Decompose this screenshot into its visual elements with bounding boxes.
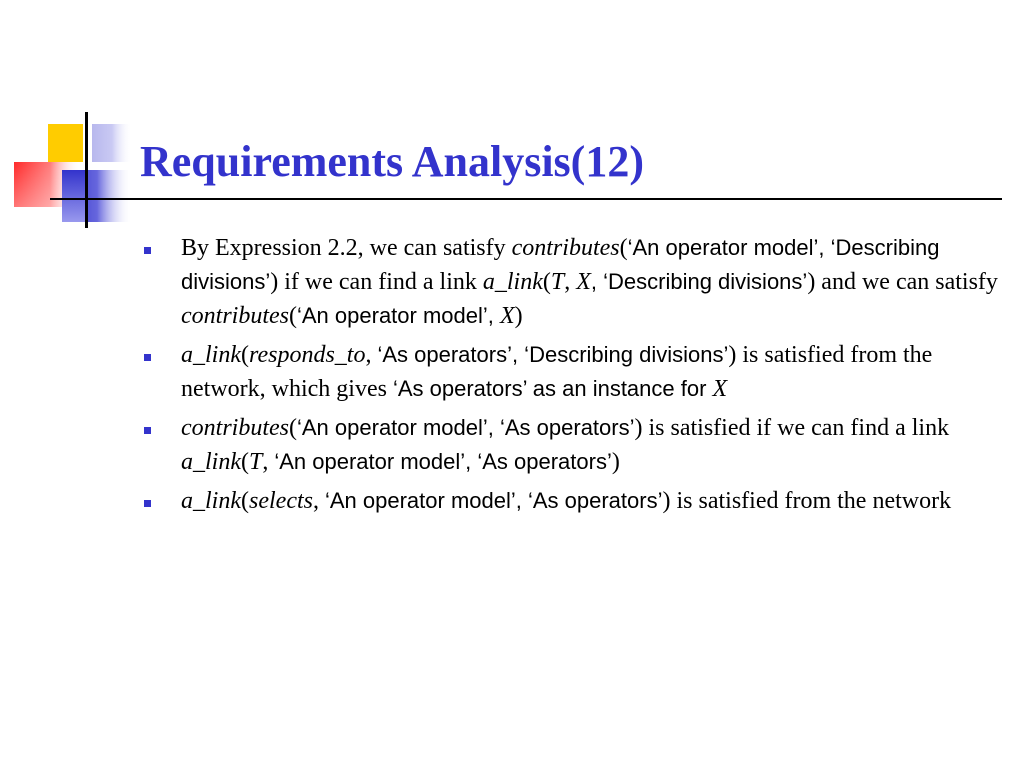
bullet-text-segment: ,: [365, 342, 378, 368]
bullet-text-segment: contributes: [181, 415, 289, 441]
bullet-text-segment: ) is satisfied from the network: [662, 488, 952, 514]
bullet-text-segment: a_link: [181, 342, 241, 368]
bullet-text-segment: X: [712, 376, 728, 402]
bullet-text-segment: (: [241, 488, 249, 514]
bullet-text-segment: contributes: [181, 303, 289, 329]
bullet-text-segment: (: [241, 449, 249, 475]
logo-blue-square: [62, 170, 88, 222]
title-divider: [50, 198, 1002, 200]
bullet-text-segment: a_link: [482, 269, 543, 295]
bullet-text-segment: ‘An operator model’, ‘As operators’: [274, 449, 612, 474]
bullet-marker-icon: [144, 500, 151, 507]
bullet-text-segment: ‘An operator model’, ‘As operators’: [324, 488, 663, 513]
bullet-text-segment: X: [576, 269, 591, 295]
bullet-text-segment: X: [500, 303, 515, 329]
bullet-list: [140, 231, 1010, 523]
slide-title: Requirements Analysis(12): [140, 137, 644, 186]
bullet-text-segment: ) is satisfied if we can find a link: [634, 415, 950, 441]
logo-blue-bar-top: [92, 124, 132, 162]
bullet-text-segment: T: [550, 269, 565, 295]
bullet-item: [140, 484, 1010, 518]
bullet-text-segment: a_link: [181, 449, 241, 475]
bullet-text-segment: ,: [262, 449, 275, 475]
bullet-text-segment: ) is satisfied from the network, which gives: [181, 342, 933, 402]
bullet-text-segment: By Expression 2.2, we can satisfy: [181, 235, 512, 261]
bullet-text-segment: , ‘Describing divisions’: [590, 269, 808, 294]
bullet-text-segment: (: [619, 235, 628, 261]
bullet-text-segment: (: [241, 342, 249, 368]
bullet-text-segment: T: [249, 449, 263, 475]
bullet-text-segment: ) if we can find a link: [270, 269, 483, 295]
bullet-text-segment: (: [542, 269, 551, 295]
bullet-text-segment: (: [289, 303, 297, 329]
bullet-text-segment: ,: [564, 269, 577, 295]
bullet-text-segment: ) and we can satisfy: [807, 269, 998, 295]
slide-logo-decoration: [0, 0, 150, 240]
logo-yellow-square: [48, 124, 83, 162]
bullet-text-segment: a_link: [181, 488, 241, 514]
bullet-item: [140, 411, 1010, 479]
bullet-marker-icon: [144, 427, 151, 434]
bullet-text-segment: ‘An operator model’, ‘As operators’: [297, 415, 635, 440]
bullet-text-segment: responds_to: [249, 342, 366, 368]
bullet-text-segment: selects: [249, 488, 313, 514]
bullet-text-segment: ‘As operators’ as an instance for: [392, 376, 713, 401]
bullet-text-segment: ‘As operators’, ‘Describing divisions’: [377, 342, 729, 367]
logo-vertical-line: [85, 112, 88, 228]
bullet-text-segment: ): [514, 303, 523, 329]
bullet-marker-icon: [144, 354, 151, 361]
bullet-item: [140, 338, 1010, 406]
bullet-text-segment: ): [611, 449, 620, 475]
bullet-text-segment: contributes: [511, 235, 620, 261]
bullet-item: [140, 231, 1010, 333]
bullet-text-segment: (: [289, 415, 297, 441]
bullet-text-segment: ,: [312, 488, 325, 514]
bullet-marker-icon: [144, 247, 151, 254]
bullet-text-segment: ‘An operator model’, ‘Describing divisions’: [181, 235, 940, 294]
bullet-text-segment: ‘An operator model’,: [297, 303, 500, 328]
